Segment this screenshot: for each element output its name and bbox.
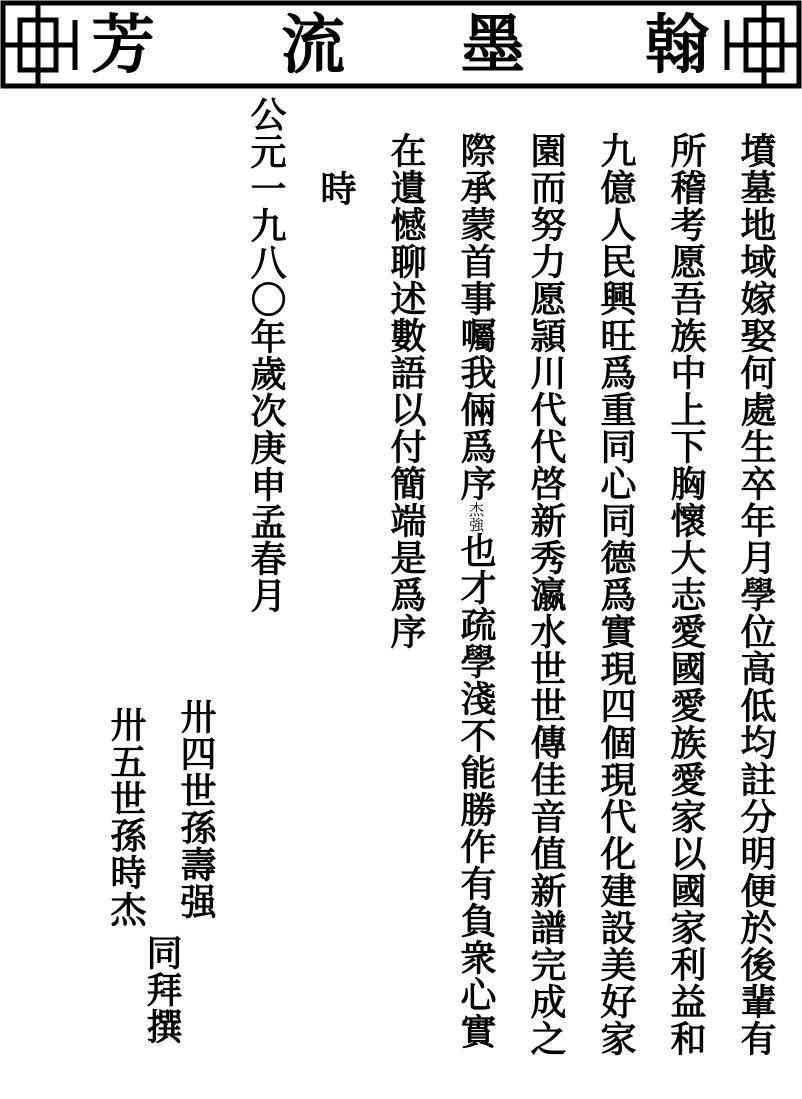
signature-line-1: 卅四世孫壽强 [175,698,217,920]
preface-column-3: 九億人民興旺爲重同心同德爲實現四個現代化建設美好家 [595,132,637,1057]
banner-title-char-3: 墨 [461,8,525,83]
preface-column-1: 墳墓地域嫁娶何處生卒年月學位高低均註分明便於後輩有 [735,132,777,1057]
preface-column-5 [452,132,500,1050]
banner-title-char-4: 翰 [645,8,709,83]
signature-closing: 同拜撰 [141,934,183,1045]
preface-column-2: 所稽考愿吾族中上下胸懷大志愛國愛族愛家以國家利益和 [665,132,707,1057]
preface-column-6: 在遺憾聊述數語以付簡端是爲序 [385,132,427,650]
signature-line-2: 卅五世孫時杰 [105,706,147,928]
time-label: 時 [315,170,357,207]
title-banner [0,0,802,90]
banner-title-char-2: 流 [281,8,345,83]
left-fret-ornament [3,3,75,86]
preface-column-5-continued: 也才疏學淺不能勝作有負衆心實 [455,532,497,1050]
date-line: 公元一九八〇年歲次庚申孟春月 [245,96,287,614]
banner-title-char-1: 芳 [91,8,155,83]
preface-column-5-text: 際承蒙首事囑我倆爲序 [455,132,497,502]
preface-column-4: 園而努力愿頴川代代啓新秀瀛水世世傳佳音值新譜完成之 [525,132,567,1057]
author-names-note: 杰強 [467,502,485,532]
right-fret-ornament [727,3,799,86]
